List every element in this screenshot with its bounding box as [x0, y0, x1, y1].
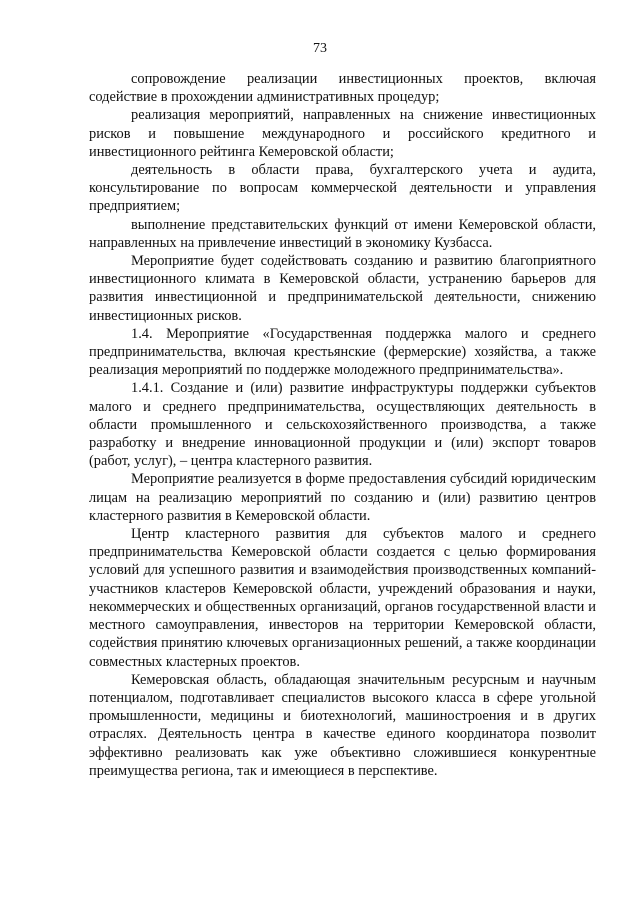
- paragraph: Центр кластерного развития для субъектов малого и среднего предпринимательства Кемеровской области создается с целью формирования условий для успешного развития и взаимодействия производственных компаний-участников кластеров Кемеровской области, учреждений образования и науки, некоммерческих и общественных организаций, органов государственной власти и местного самоуправления, инвесторов на территории Кемеровской области, содействия принятию ключевых организационных решений, а также координации совместных кластерных проектов.: [89, 526, 596, 670]
- paragraph: Мероприятие будет содействовать созданию и развитию благоприятного инвестиционного климата в Кемеровской области, устранению барьеров для развития инвестиционной и предпринимательской деятельности, снижению инвестиционных рисков.: [89, 253, 596, 324]
- paragraph: деятельность в области права, бухгалтерского учета и аудита, консультирование по вопросам коммерческой деятельности и управления предприятием;: [89, 162, 596, 215]
- document-body: [89, 70, 596, 780]
- paragraph: Мероприятие реализуется в форме предоставления субсидий юридическим лицам на реализацию мероприятий по созданию и (или) развитию центров кластерного развития в Кемеровской области.: [89, 471, 596, 524]
- page-number: 73: [313, 41, 327, 56]
- paragraph: выполнение представительских функций от имени Кемеровской области, направленных на привлечение инвестиций в экономику Кузбасса.: [89, 216, 596, 251]
- paragraph: реализация мероприятий, направленных на снижение инвестиционных рисков и повышение международного и российского кредитного и инвестиционного рейтинга Кемеровской области;: [89, 107, 596, 160]
- paragraph: 1.4. Мероприятие «Государственная поддержка малого и среднего предпринимательства, включая крестьянские (фермерские) хозяйства, а также реализация мероприятий по поддержке молодежного предпринимательства».: [89, 325, 596, 379]
- paragraph: Кемеровская область, обладающая значительным ресурсным и научным потенциалом, подготавливает специалистов высокого класса в сфере угольной промышленности, медицины и биотехнологий, машиностроения и в других отраслях. Деятельность центра в качестве единого координатора позволит эффективно реализовать как уже объективно сложившиеся конкурентные преимущества региона, так и имеющиеся в перспективе.: [89, 671, 596, 779]
- paragraph: 1.4.1. Создание и (или) развитие инфраструктуры поддержки субъектов малого и среднего предпринимательства, осуществляющих деятельность в области промышленного и сельскохозяйственного производства, а также разработку и внедрение инновационной продукции и (или) экспорт товаров (работ, услуг), – центра кластерного развития.: [89, 380, 596, 470]
- paragraph: сопровождение реализации инвестиционных проектов, включая содействие в прохождении административных процедур;: [89, 71, 596, 106]
